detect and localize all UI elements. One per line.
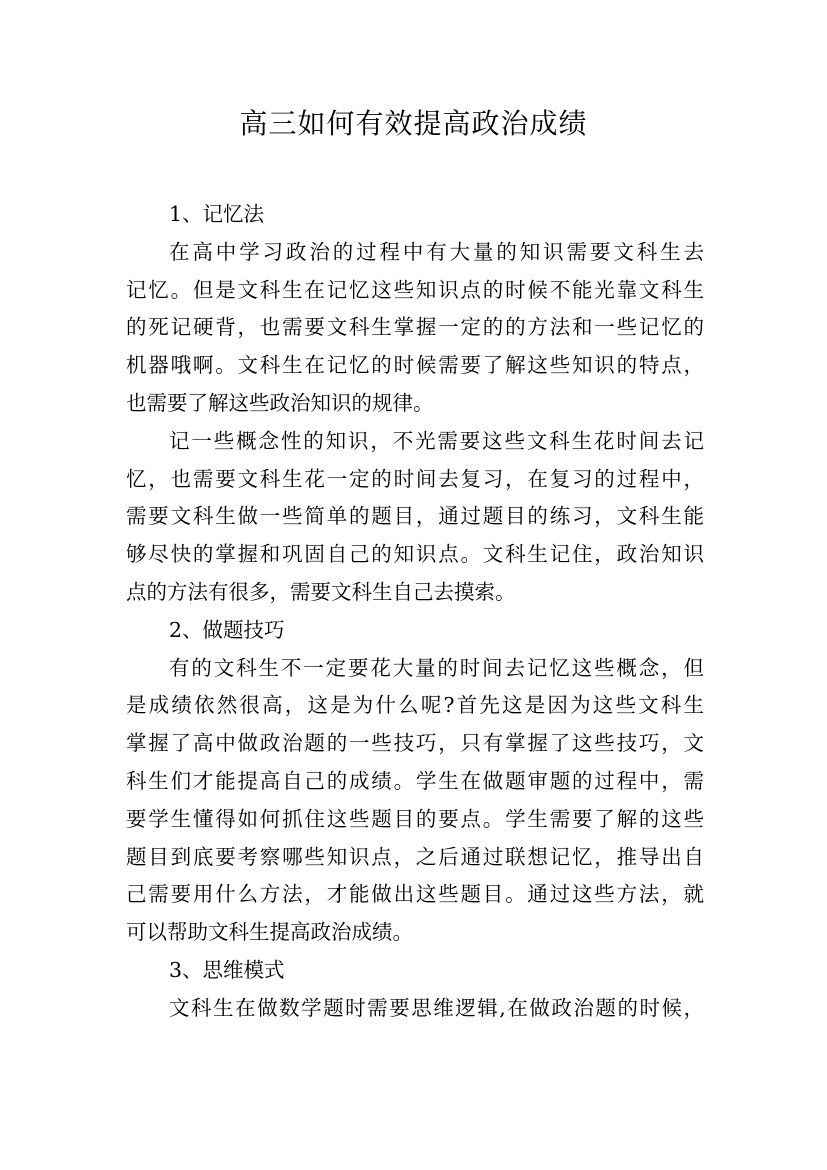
paragraph-line: 己需要用什么方法，才能做出这些题目。通过这些方法，就 — [126, 882, 704, 907]
document-title: 高三如何有效提高政治成绩 — [239, 107, 588, 140]
paragraph-line: 在高中学习政治的过程中有大量的知识需要文科生去 — [169, 239, 704, 264]
paragraph-line: 是成绩依然很高，这是为什么呢?首先这是因为这些文科生 — [126, 693, 704, 718]
paragraph-line: 科生们才能提高自己的成绩。学生在做题审题的过程中，需 — [126, 768, 704, 793]
paragraph-line: 点的方法有很多，需要文科生自己去摸索。 — [126, 579, 516, 604]
document-body — [126, 196, 704, 1028]
paragraph-line: 也需要了解这些政治知识的规律。 — [126, 390, 434, 415]
paragraph-line: 需要文科生做一些简单的题目，通过题目的练习，文科生能 — [126, 504, 704, 529]
paragraph-line: 记忆。但是文科生在记忆这些知识点的时候不能光靠文科生 — [126, 277, 704, 302]
paragraph-line: 有的文科生不一定要花大量的时间去记忆这些概念，但 — [169, 655, 704, 680]
paragraph-line: 掌握了高中做政治题的一些技巧，只有掌握了这些技巧，文 — [126, 731, 704, 756]
paragraph-line: 可以帮助文科生提高政治成绩。 — [126, 920, 413, 945]
paragraph-line: 记一些概念性的知识，不光需要这些文科生花时间去记 — [169, 428, 704, 453]
paragraph-line: 要学生懂得如何抓住这些题目的要点。学生需要了解的这些 — [126, 806, 704, 831]
paragraph-line: 题目到底要考察哪些知识点，之后通过联想记忆，推导出自 — [126, 844, 704, 869]
paragraph-line: 够尽快的掌握和巩固自己的知识点。文科生记住，政治知识 — [126, 542, 704, 567]
paragraph-line: 的死记硬背，也需要文科生掌握一定的的方法和一些记忆的 — [126, 315, 704, 340]
section-heading-techniques: 2、做题技巧 — [169, 617, 285, 642]
paragraph-line: 忆，也需要文科生花一定的时间去复习，在复习的过程中， — [126, 466, 704, 491]
section-heading-memory: 1、记忆法 — [169, 202, 265, 226]
section-heading-thinking: 3、思维模式 — [169, 957, 285, 982]
paragraph-line: 文科生在做数学题时需要思维逻辑,在做政治题的时候， — [169, 995, 704, 1020]
paragraph-line: 机器哦啊。文科生在记忆的时候需要了解这些知识的特点， — [126, 353, 704, 378]
